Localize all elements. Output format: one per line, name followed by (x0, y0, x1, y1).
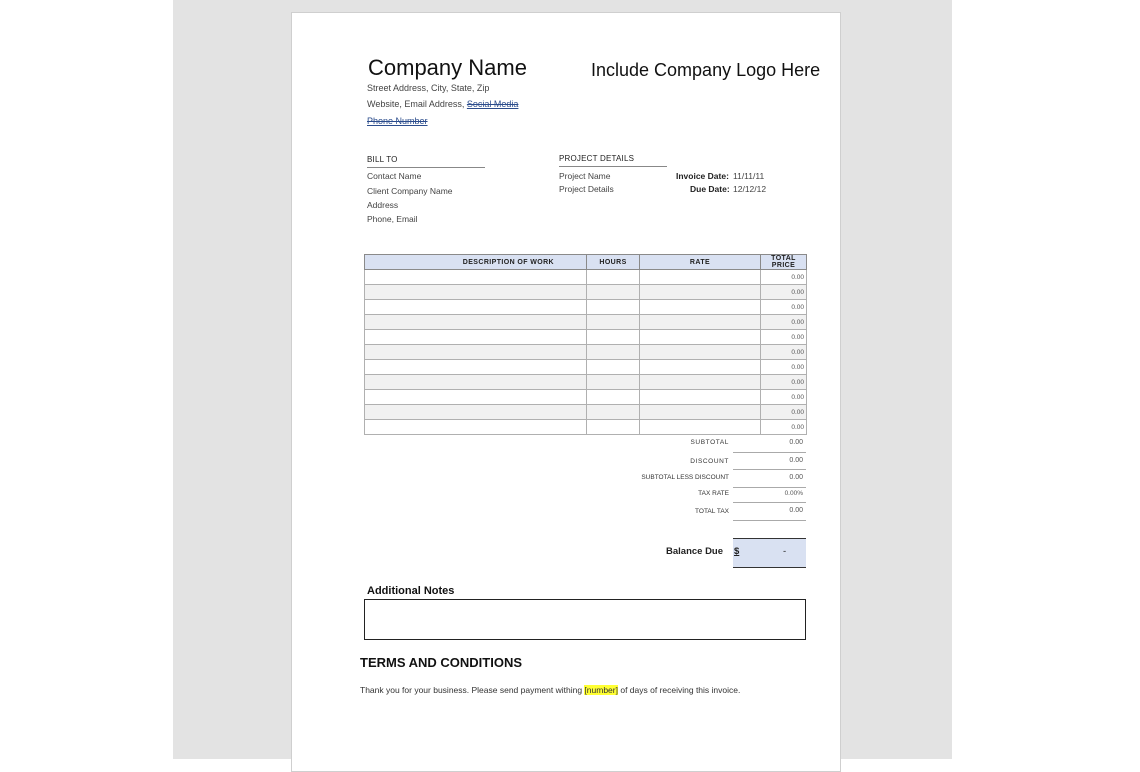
cell-rate[interactable] (640, 300, 761, 315)
cell-description[interactable] (365, 360, 587, 375)
table-row (365, 390, 807, 405)
table-row (365, 345, 807, 360)
cell-price: 0.00 (761, 330, 807, 345)
project-name: Project Name (559, 171, 611, 181)
cell-rate[interactable] (640, 405, 761, 420)
balance-due-label: Balance Due (666, 546, 724, 557)
balance-currency: $ (734, 546, 740, 557)
table-row (365, 420, 807, 435)
cell-description[interactable] (365, 405, 587, 420)
contact-line (367, 99, 518, 109)
cell-hours[interactable] (587, 315, 640, 330)
cell-hours[interactable] (587, 390, 640, 405)
terms-text-after: of days of receiving this invoice. (617, 685, 741, 695)
logo-placeholder: Include Company Logo Here (591, 60, 821, 80)
cell-hours[interactable] (587, 375, 640, 390)
cell-price: 0.00 (761, 285, 807, 300)
cell-price: 0.00 (761, 390, 807, 405)
cell-rate[interactable] (640, 315, 761, 330)
total-tax-label: TOTAL TAX (695, 508, 729, 515)
discount-label: DISCOUNT (690, 458, 729, 465)
balance-due-box (733, 538, 806, 568)
subtotal-less-discount-value: 0.00 (789, 474, 803, 481)
table-row (365, 315, 807, 330)
bill-to-address: Address (367, 200, 399, 210)
project-heading: PROJECT DETAILS (559, 154, 635, 163)
cell-price: 0.00 (761, 420, 807, 435)
subtotal-less-discount-label: SUBTOTAL LESS DISCOUNT (641, 474, 729, 481)
cell-description[interactable] (365, 330, 587, 345)
cell-hours[interactable] (587, 405, 640, 420)
tax-rate-value[interactable]: 0.00% (784, 490, 803, 497)
phone-link[interactable]: Phone Number (367, 116, 428, 126)
due-date: 12/12/12 (733, 184, 767, 194)
cell-price: 0.00 (761, 315, 807, 330)
subtotal-label: SUBTOTAL (690, 439, 729, 446)
project-details: Project Details (559, 184, 614, 194)
cell-hours[interactable] (587, 420, 640, 435)
social-media-link[interactable]: Social Media (466, 99, 519, 109)
terms-text-before: Thank you for your business. Please send payment withing (360, 685, 585, 695)
cell-description[interactable] (365, 270, 587, 285)
company-name: Company Name (368, 55, 527, 80)
subtotal-rule (733, 452, 806, 453)
total-tax-rule (733, 520, 806, 521)
cell-description[interactable] (365, 420, 587, 435)
tax-rate-rule (733, 502, 806, 503)
table-row (365, 285, 807, 300)
cell-rate[interactable] (640, 330, 761, 345)
cell-hours[interactable] (587, 360, 640, 375)
col-total-price: TOTAL PRICE (761, 255, 807, 270)
cell-price: 0.00 (761, 345, 807, 360)
invoice-page (291, 12, 841, 772)
table-header-row (365, 255, 807, 270)
cell-rate[interactable] (640, 375, 761, 390)
cell-rate[interactable] (640, 360, 761, 375)
additional-notes-box[interactable] (364, 599, 806, 640)
cell-hours[interactable] (587, 285, 640, 300)
bill-to-company: Client Company Name (367, 186, 453, 196)
bill-to-phone: Phone, Email (367, 214, 418, 224)
project-rule (559, 166, 667, 167)
discount-value[interactable]: 0.00 (789, 457, 803, 464)
table-row (365, 360, 807, 375)
web-email: Website, Email Address, (367, 99, 465, 109)
bill-to-rule (367, 167, 485, 168)
table-row (365, 330, 807, 345)
cell-description[interactable] (365, 390, 587, 405)
cell-hours[interactable] (587, 270, 640, 285)
invoice-date: 11/11/11 (733, 171, 765, 181)
sld-rule (733, 487, 806, 488)
cell-price: 0.00 (761, 405, 807, 420)
invoice-date-label: Invoice Date: (676, 171, 729, 181)
cell-rate[interactable] (640, 390, 761, 405)
cell-description[interactable] (365, 345, 587, 360)
table-row (365, 300, 807, 315)
cell-description[interactable] (365, 300, 587, 315)
cell-hours[interactable] (587, 345, 640, 360)
balance-due-value: - (783, 546, 787, 557)
total-tax-value: 0.00 (789, 507, 803, 514)
cell-rate[interactable] (640, 345, 761, 360)
cell-hours[interactable] (587, 300, 640, 315)
cell-price: 0.00 (761, 300, 807, 315)
bill-to-contact: Contact Name (367, 171, 422, 181)
tax-rate-label: TAX RATE (698, 490, 729, 497)
cell-hours[interactable] (587, 330, 640, 345)
cell-description[interactable] (365, 315, 587, 330)
cell-rate[interactable] (640, 270, 761, 285)
cell-rate[interactable] (640, 285, 761, 300)
table-row (365, 375, 807, 390)
bill-to-heading: BILL TO (367, 155, 398, 164)
cell-rate[interactable] (640, 420, 761, 435)
additional-notes-heading: Additional Notes (367, 585, 455, 597)
street-address: Street Address, City, State, Zip (367, 83, 490, 93)
terms-heading: TERMS AND CONDITIONS (360, 655, 523, 670)
col-description: DESCRIPTION OF WORK (365, 255, 587, 270)
subtotal-value: 0.00 (789, 439, 803, 446)
cell-description[interactable] (365, 285, 587, 300)
col-rate: RATE (640, 255, 761, 270)
cell-description[interactable] (365, 375, 587, 390)
terms-text (360, 685, 740, 695)
table-row (365, 270, 807, 285)
line-items-table (364, 254, 807, 435)
terms-number-placeholder[interactable]: [number] (584, 685, 618, 695)
discount-rule (733, 469, 806, 470)
table-row (365, 405, 807, 420)
due-date-label: Due Date: (690, 184, 730, 194)
cell-price: 0.00 (761, 270, 807, 285)
col-hours: HOURS (587, 255, 640, 270)
cell-price: 0.00 (761, 375, 807, 390)
cell-price: 0.00 (761, 360, 807, 375)
